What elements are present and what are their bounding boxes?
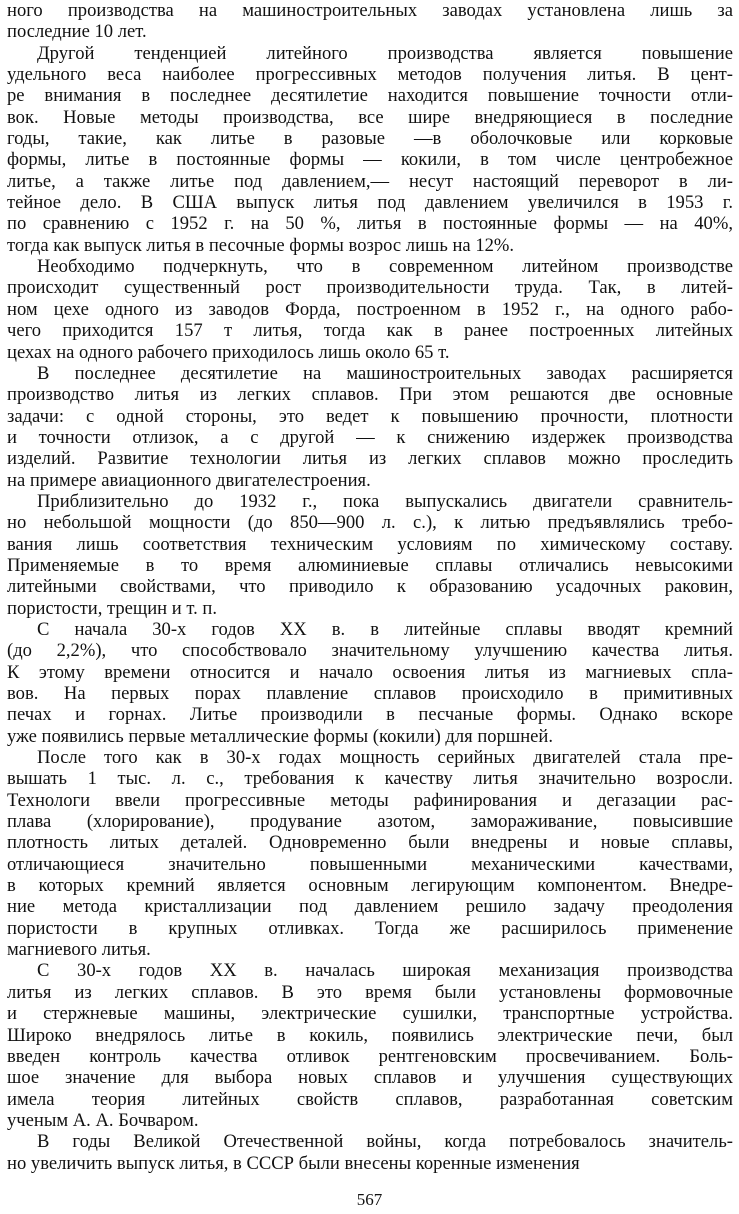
text-line: литейными свойствами, что приводило к образованию усадочных раковин, — [7, 576, 733, 598]
text-line: и точности отлизок, а с другой — к снижению издержек производства — [7, 426, 733, 448]
text-line: Технологи ввели прогрессивные методы рафинирования и дегазации рас- — [7, 789, 733, 811]
paragraph — [7, 747, 733, 960]
text-line: и стержневые машины, электрические сушилки, транспортные устройства. — [7, 1003, 733, 1025]
text-line: отличающиеся значительно повышенными механическими качествами, — [7, 853, 733, 875]
paragraph — [7, 960, 733, 1131]
text-line: цехах на одного рабочего приходилось лишь около 65 т. — [7, 341, 450, 363]
text-line: вок. Новые методы производства, все шире внедряющиеся в последние — [7, 106, 733, 128]
text-line: ние метода кристаллизации под давлением решило задачу преодоления — [7, 896, 733, 918]
paragraph — [7, 619, 733, 747]
text-line: (до 2,2%), что способствовало значительному улучшению качества литья. — [7, 640, 733, 662]
text-line: тейное дело. В США выпуск литья под давлением увеличился в 1953 г. — [7, 192, 733, 214]
paragraph — [7, 0, 733, 43]
text-line: плотность литых деталей. Одновременно были внедрены и новые сплавы, — [7, 832, 733, 854]
text-line: введен контроль качества отливок рентгеновским просвечиванием. Боль- — [7, 1045, 733, 1067]
text-line: имела теория литейных свойств сплавов, разработанная советским — [7, 1088, 733, 1110]
text-line: магниевого литья. — [7, 939, 151, 961]
text-line: печах и горнах. Литье производили в песчаные формы. Однако вскоре — [7, 704, 733, 726]
text-line: С начала 30-х годов XX в. в литейные сплавы вводят кремний — [37, 618, 733, 640]
text-line: плава (хлорирование), продувание азотом, замораживание, повысившие — [7, 811, 733, 833]
text-line: задачи: с одной стороны, это ведет к повышению прочности, плотности — [7, 405, 733, 427]
text-line: уже появились первые металлические формы (кокили) для поршней. — [7, 725, 554, 747]
text-line: но увеличить выпуск литья, в СССР были внесены коренные изменения — [7, 1152, 580, 1174]
text-line: К этому времени относится и начало освоения литья из магниевых спла- — [7, 661, 733, 683]
text-line: последние 10 лет. — [7, 21, 147, 43]
paragraph — [7, 43, 733, 256]
text-line: по сравнению с 1952 г. на 50 %, литья в постоянные формы — на 40%, — [7, 213, 733, 235]
text-line: С 30-х годов XX в. началась широкая механизация производства — [37, 960, 733, 982]
text-line: формы, литье в постоянные формы — кокили, в том числе центробежное — [7, 149, 733, 171]
text-line: вов. На первых порах плавление сплавов происходило в примитивных — [7, 683, 733, 704]
text-line: литья из легких сплавов. В это время были установлены формовочные — [7, 981, 733, 1003]
text-line: в которых кремний является основным легирующим компонентом. Внедре- — [7, 875, 733, 897]
text-line: В годы Великой Отечественной войны, когда потребовалось значитель- — [37, 1131, 733, 1153]
text-line: на примере авиационного двигателестроения. — [7, 469, 371, 491]
body-text — [7, 0, 733, 1174]
paragraph — [7, 256, 733, 363]
text-line: пористости в крупных отливках. Тогда же расширилось применение — [7, 917, 733, 939]
text-line: ученым А. А. Бочваром. — [7, 1109, 199, 1131]
text-line: но небольшой мощности (до 850—900 л. с.), к литью предъявлялись требо- — [7, 512, 733, 534]
text-line: годы, такие, как литье в разовые —в оболочковые или корковые — [7, 128, 733, 150]
text-line: тогда как выпуск литья в песочные формы возрос лишь на 12%. — [7, 234, 515, 256]
text-line: Приблизительно до 1932 г., пока выпускались двигатели сравнитель- — [37, 490, 733, 512]
text-line: ре внимания в последнее десятилетие находится повышение точности отли- — [7, 85, 733, 107]
text-line: вания лишь соответствия техническим условиям по химическому составу. — [7, 533, 733, 555]
text-line: вышать 1 тыс. л. с., требования к качеству литья значительно возросли. — [7, 768, 733, 790]
paragraph — [7, 491, 733, 619]
text-line: шое значение для выбора новых сплавов и улучшения существующих — [7, 1067, 733, 1089]
paragraph — [7, 363, 733, 491]
page-number: 567 — [356, 1190, 383, 1209]
text-line: удельного веса наиболее прогрессивных методов получения литья. В цент- — [7, 64, 733, 86]
text-line: Необходимо подчеркнуть, что в современном литейном производстве — [37, 256, 733, 278]
text-line: изделий. Развитие технологии литья из легких сплавов можно проследить — [7, 448, 733, 470]
text-line: Широко внедрялось литье в кокиль, появились электрические печи, был — [7, 1024, 733, 1046]
text-line: чего приходится 157 т литья, тогда как в ранее построенных литейных — [7, 320, 733, 342]
paragraph — [7, 1131, 733, 1174]
text-line: производство литья из легких сплавов. При этом решаются две основные — [7, 384, 733, 406]
text-line: пористости, трещин и т. п. — [7, 597, 218, 619]
text-line: происходит существенный рост производительности труда. Так, в литей- — [7, 277, 733, 299]
text-line: Другой тенденцией литейного производства является повышение — [37, 42, 733, 64]
text-line: ном цехе одного из заводов Форда, построенном в 1952 г., на одного рабо- — [7, 298, 733, 320]
text-line: Применяемые в то время алюминиевые сплавы отличались невысокими — [7, 554, 733, 576]
text-line: В последнее десятилетие на машиностроительных заводах расширяется — [37, 362, 733, 384]
text-line: После того как в 30-х годах мощность серийных двигателей стала пре- — [37, 747, 733, 769]
text-line: ного производства на машиностроительных заводах установлена лишь за — [7, 0, 733, 21]
text-line: литье, а также литье под давлением,— несут настоящий переворот в ли- — [7, 170, 733, 192]
